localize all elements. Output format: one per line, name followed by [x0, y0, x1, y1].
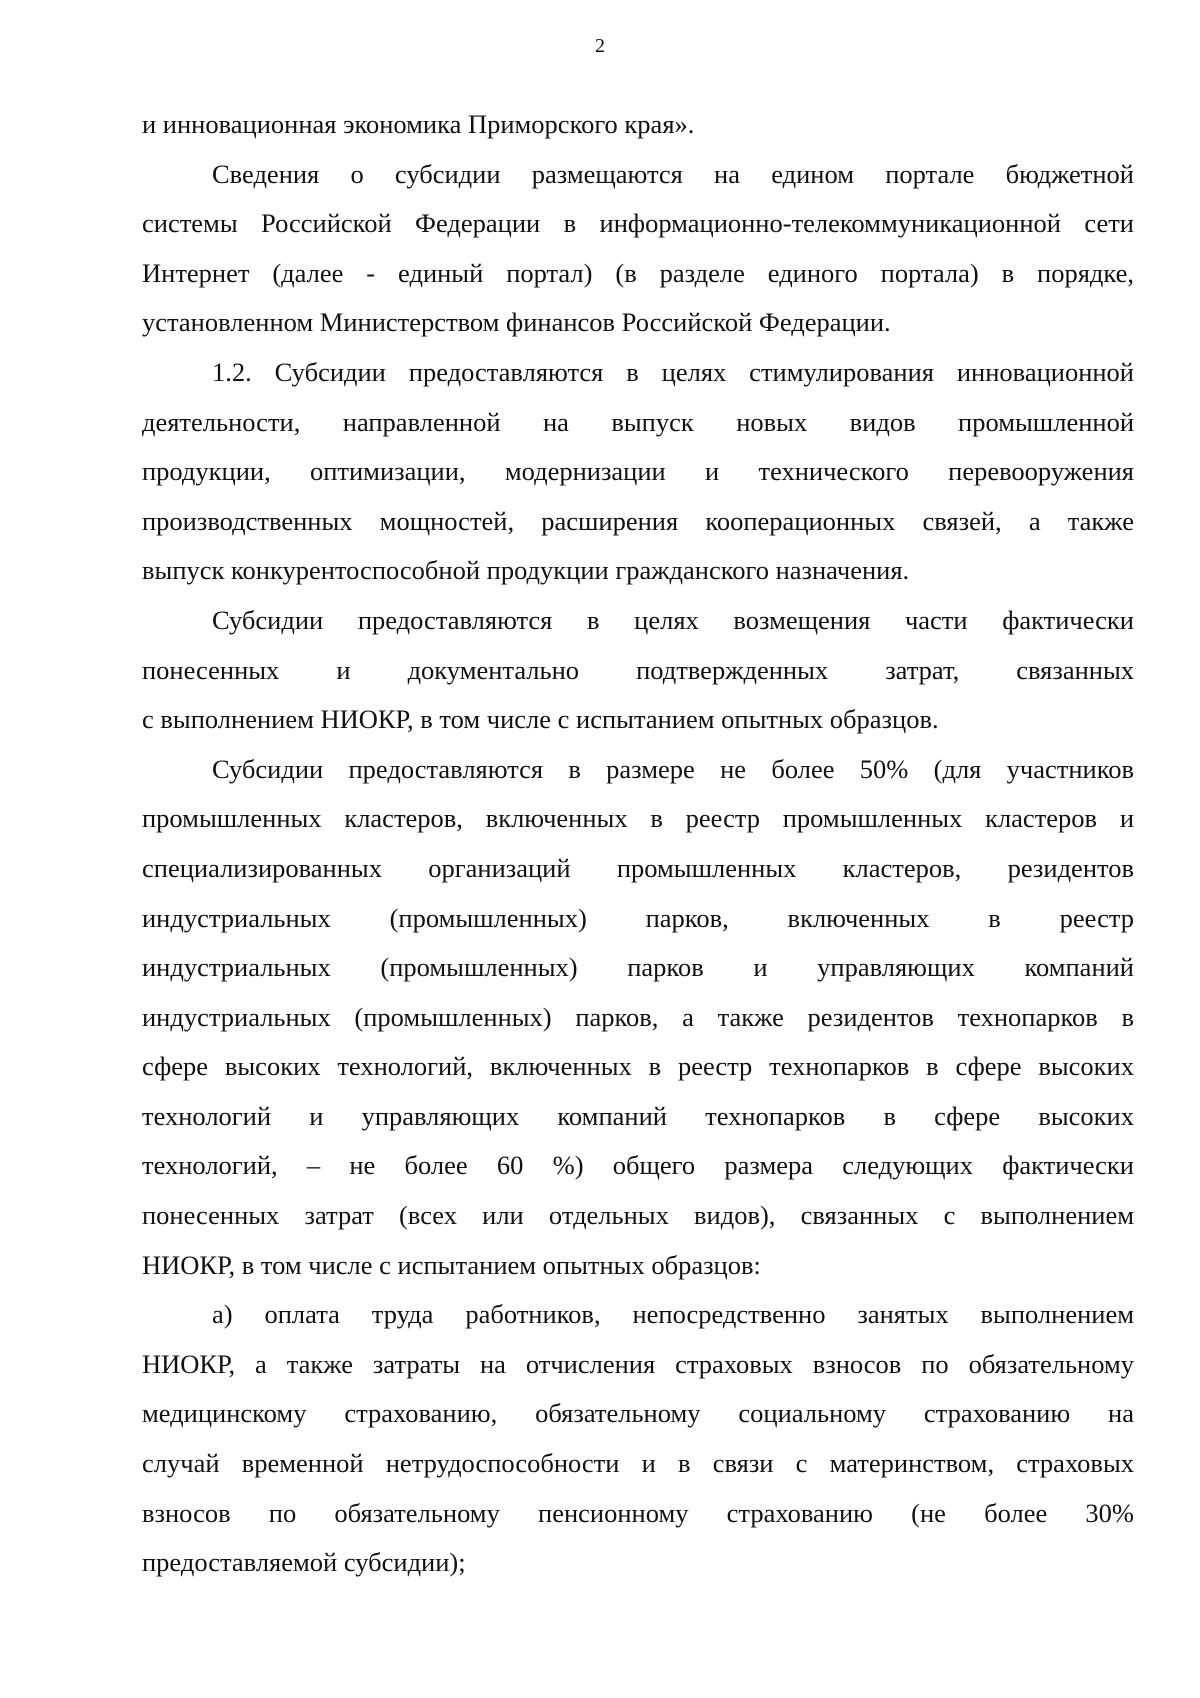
text-line: технологий, – не более 60 %) общего размера следующих фактически [142, 1150, 1134, 1181]
text-line: понесенных затрат (всех или отдельных видов), связанных с выполнением [142, 1200, 1134, 1231]
text-line: индустриальных (промышленных) парков, а также резидентов технопарков в [142, 1001, 1134, 1032]
text-line: 1.2. Субсидии предоставляются в целях стимулирования инновационной [212, 356, 1134, 387]
text-line: промышленных кластеров, включенных в реестр промышленных кластеров и [142, 803, 1134, 834]
text-line: Субсидии предоставляются в размере не более 50% (для участников [212, 753, 1134, 784]
text-line: деятельности, направленной на выпуск новых видов промышленной [142, 406, 1134, 437]
text-line: индустриальных (промышленных) парков, включенных в реестр [142, 902, 1134, 933]
text-line: с выполнением НИОКР, в том числе с испытанием опытных образцов. [142, 704, 939, 735]
text-line: случай временной нетрудоспособности и в связи с материнством, страховых [142, 1448, 1134, 1479]
document-body [142, 100, 1134, 1588]
text-line: выпуск конкурентоспособной продукции гражданского назначения. [142, 555, 910, 586]
text-line: производственных мощностей, расширения кооперационных связей, а также [142, 505, 1134, 536]
text-line: специализированных организаций промышленных кластеров, резидентов [142, 852, 1134, 883]
text-line: НИОКР, в том числе с испытанием опытных образцов: [142, 1249, 761, 1280]
text-line: предоставляемой субсидии); [142, 1547, 466, 1578]
text-line: индустриальных (промышленных) парков и управляющих компаний [142, 952, 1134, 983]
text-line: а) оплата труда работников, непосредственно занятых выполнением [212, 1299, 1134, 1330]
text-line: и инновационная экономика Приморского края». [142, 109, 695, 139]
text-line: Сведения о субсидии размещаются на едином портале бюджетной [212, 158, 1134, 189]
page-number: 2 [595, 35, 605, 57]
text-line: медицинскому страхованию, обязательному социальному страхованию на [142, 1398, 1134, 1429]
text-line: системы Российской Федерации в информационно-телекоммуникационной сети [142, 208, 1134, 239]
text-line: сфере высоких технологий, включенных в реестр технопарков в сфере высоких [142, 1051, 1134, 1082]
text-line: взносов по обязательному пенсионному страхованию (не более 30% [142, 1497, 1134, 1528]
text-line: технологий и управляющих компаний технопарков в сфере высоких [142, 1100, 1134, 1131]
text-line: НИОКР, а также затраты на отчисления страховых взносов по обязательному [142, 1348, 1134, 1379]
text-line: понесенных и документально подтвержденных затрат, связанных [142, 654, 1134, 685]
text-line: установленном Министерством финансов Российской Федерации. [142, 307, 891, 338]
text-line: Субсидии предоставляются в целях возмещения части фактически [212, 604, 1134, 635]
text-line: Интернет (далее - единый портал) (в разделе единого портала) в порядке, [142, 257, 1134, 288]
text-line: продукции, оптимизации, модернизации и технического перевооружения [142, 456, 1134, 487]
